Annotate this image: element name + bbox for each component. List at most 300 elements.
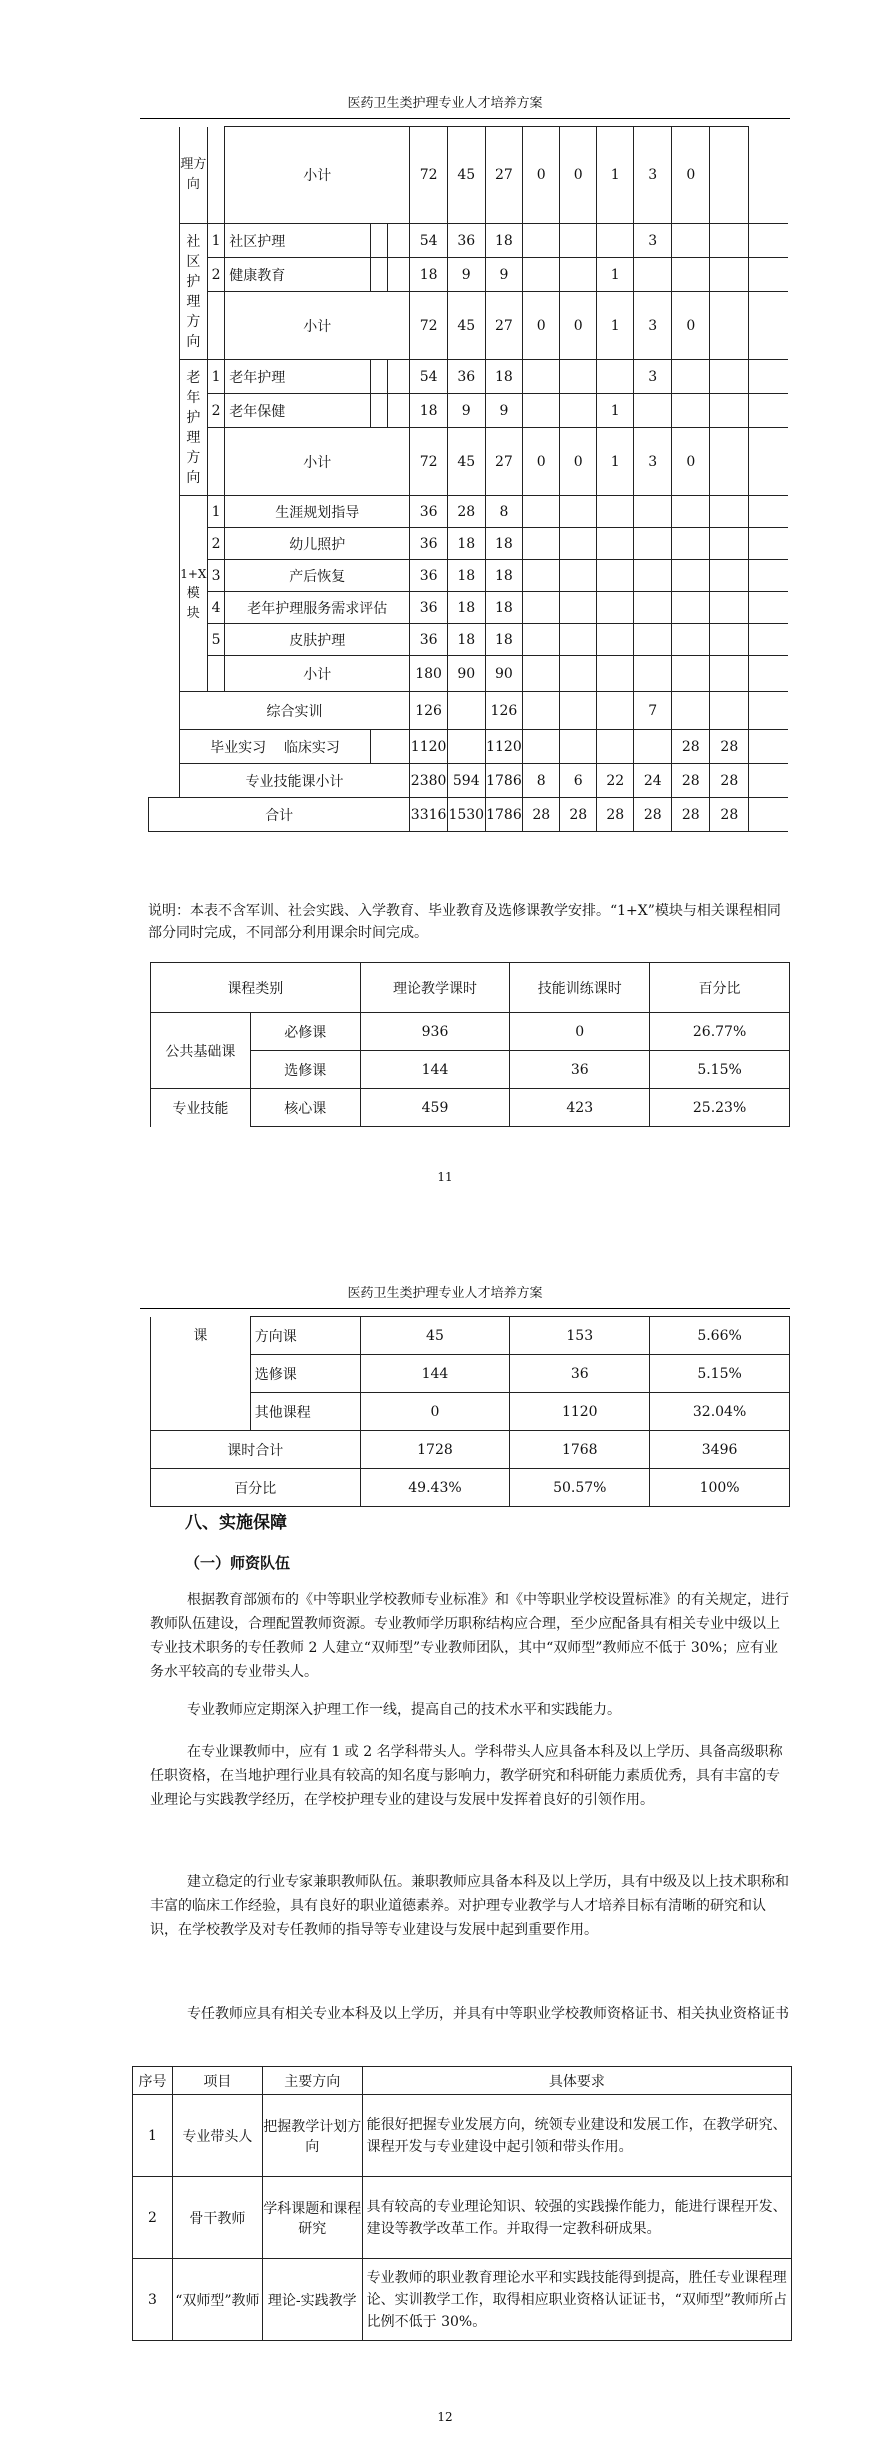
subtotal-label: 小计 bbox=[225, 656, 410, 692]
internship-label: 毕业实习 bbox=[210, 739, 267, 756]
cell: 学科课题和课程研究 bbox=[262, 2177, 362, 2259]
cell: 153 bbox=[510, 1317, 650, 1355]
page-header: 医药卫生类护理专业人才培养方案 bbox=[347, 1286, 543, 1301]
cell: 100% bbox=[650, 1469, 790, 1507]
cell bbox=[634, 394, 672, 428]
teacher-requirements-table bbox=[132, 2066, 792, 2341]
cell: 3 bbox=[133, 2259, 173, 2341]
cell: 1120 bbox=[510, 1393, 650, 1431]
section-title: 八、实施保障 bbox=[185, 1513, 287, 1533]
cell bbox=[387, 360, 410, 394]
cell bbox=[207, 292, 224, 360]
cell bbox=[523, 258, 560, 292]
cell: 36 bbox=[447, 224, 485, 258]
cell bbox=[560, 560, 597, 592]
cell: 18 bbox=[447, 560, 485, 592]
cell: 3 bbox=[634, 360, 672, 394]
cell: 28 bbox=[672, 798, 710, 832]
cell: 0 bbox=[560, 292, 597, 360]
cell: 18 bbox=[410, 258, 448, 292]
cell: 18 bbox=[485, 560, 523, 592]
cell: 0 bbox=[360, 1393, 510, 1431]
course-name: 社区护理 bbox=[225, 224, 371, 258]
column-header: 主要方向 bbox=[262, 2067, 362, 2095]
cell bbox=[523, 360, 560, 394]
table-header-row bbox=[151, 963, 790, 1013]
cell: 方向课 bbox=[250, 1317, 360, 1355]
table-row bbox=[149, 798, 789, 832]
cell: 0 bbox=[523, 428, 560, 496]
cell: 2 bbox=[207, 258, 224, 292]
cell: 选修课 bbox=[250, 1051, 360, 1089]
cell: 1 bbox=[133, 2095, 173, 2177]
table-row bbox=[133, 2259, 792, 2341]
cell: 3316 bbox=[410, 798, 448, 832]
paragraph: 专任教师应具有相关专业本科及以上学历，并具有中等职业学校教师资格证书、相关执业资格证书 bbox=[187, 2006, 789, 2022]
cell bbox=[523, 692, 560, 730]
cell: 28 bbox=[560, 798, 597, 832]
cell bbox=[710, 560, 749, 592]
cell: 36 bbox=[510, 1355, 650, 1393]
cell bbox=[371, 224, 387, 258]
column-header: 项目 bbox=[172, 2067, 262, 2095]
cell bbox=[523, 560, 560, 592]
course-schedule-table bbox=[148, 126, 788, 832]
table-row bbox=[149, 656, 789, 692]
cell: 2 bbox=[133, 2177, 173, 2259]
cell bbox=[710, 592, 749, 624]
cell: 26.77% bbox=[650, 1013, 790, 1051]
module-label-line1: 1+X bbox=[180, 566, 207, 581]
cell: 25.23% bbox=[650, 1089, 790, 1127]
table-row bbox=[149, 764, 789, 798]
column-header: 技能训练课时 bbox=[510, 963, 650, 1013]
cell: 6 bbox=[560, 764, 597, 798]
cell: 2380 bbox=[410, 764, 448, 798]
cell bbox=[710, 496, 749, 528]
table-row bbox=[151, 1469, 790, 1507]
course-name: 生涯规划指导 bbox=[225, 496, 410, 528]
cell: 1 bbox=[597, 428, 634, 496]
cell: 28 bbox=[597, 798, 634, 832]
cell bbox=[597, 528, 634, 560]
cell bbox=[710, 692, 749, 730]
cell: 72 bbox=[410, 428, 448, 496]
cell: 50.57% bbox=[510, 1469, 650, 1507]
cell: 9 bbox=[485, 258, 523, 292]
cell: 28 bbox=[447, 496, 485, 528]
cell: 180 bbox=[410, 656, 448, 692]
paragraph: 建立稳定的行业专家兼职教师队伍。兼职教师应具备本科及以上学历，具有中级及以上技术职称和丰富的临床工作经验，具有良好的职业道德素养。对护理专业教学与人才培养目标有清晰的研究和认识，在学校教学及对专任教师的指导等专业建设与发展中起到重要作用。 bbox=[150, 1874, 789, 1938]
cell: 3 bbox=[207, 560, 224, 592]
cell: 其他课程 bbox=[250, 1393, 360, 1431]
cell: 36 bbox=[410, 528, 448, 560]
cell bbox=[560, 360, 597, 394]
subtotal-label: 小计 bbox=[225, 127, 410, 224]
cell: 45 bbox=[360, 1317, 510, 1355]
cell bbox=[634, 592, 672, 624]
cell bbox=[371, 258, 387, 292]
cell: 必修课 bbox=[250, 1013, 360, 1051]
cell bbox=[523, 656, 560, 692]
cell bbox=[634, 258, 672, 292]
module-label bbox=[179, 496, 207, 692]
cell: 9 bbox=[485, 394, 523, 428]
cell: 5.66% bbox=[650, 1317, 790, 1355]
cell: 18 bbox=[447, 624, 485, 656]
table-row bbox=[149, 730, 789, 764]
cell bbox=[523, 592, 560, 624]
table-row bbox=[149, 127, 789, 224]
cell bbox=[710, 127, 749, 224]
table-row bbox=[149, 692, 789, 730]
cell: 0 bbox=[672, 127, 710, 224]
cell bbox=[710, 292, 749, 360]
cell: 36 bbox=[447, 360, 485, 394]
cell: 28 bbox=[634, 798, 672, 832]
cell: 126 bbox=[410, 692, 448, 730]
cell: 1 bbox=[207, 360, 224, 394]
table-row bbox=[149, 496, 789, 528]
cell: 1530 bbox=[447, 798, 485, 832]
cell: 专业教师的职业教育理论水平和实践技能得到提高，胜任专业课程理论、实训教学工作，取得相应职业资格认证证书，“双师型”教师所占比例不低于 30%。 bbox=[362, 2259, 791, 2341]
cell: 36 bbox=[410, 592, 448, 624]
cell: 36 bbox=[510, 1051, 650, 1089]
subtotal-label: 小计 bbox=[225, 292, 410, 360]
cell: 36 bbox=[410, 496, 448, 528]
cell bbox=[597, 560, 634, 592]
column-header: 理论教学课时 bbox=[360, 963, 510, 1013]
cell bbox=[710, 428, 749, 496]
cell: 1120 bbox=[410, 730, 448, 764]
table-row bbox=[133, 2177, 792, 2259]
cell bbox=[523, 624, 560, 656]
cell: 0 bbox=[672, 428, 710, 496]
page-11 bbox=[0, 0, 890, 1200]
cell: 27 bbox=[485, 292, 523, 360]
cell: 具有较高的专业理论知识、较强的实践操作能力，能进行课程开发、建设等教学改革工作。并取得一定教科研成果。 bbox=[362, 2177, 791, 2259]
header-rule bbox=[140, 118, 790, 119]
cell bbox=[560, 394, 597, 428]
cell: 7 bbox=[634, 692, 672, 730]
paragraph: 在专业课教师中，应有 1 或 2 名学科带头人。学科带头人应具备本科及以上学历、具备高级职称任职资格，在当地护理行业具有较高的知名度与影响力，教学研究和科研能力素质优秀，具有丰富的专业理论与实践教学经历，在学校护理专业的建设与发展中发挥着良好的引领作用。 bbox=[150, 1744, 783, 1808]
header-rule bbox=[140, 1308, 790, 1309]
table-row bbox=[149, 394, 789, 428]
cell: 27 bbox=[485, 428, 523, 496]
cell bbox=[523, 224, 560, 258]
paragraph: 根据教育部颁布的《中等职业学校教师专业标准》和《中等职业学校设置标准》的有关规定，进行教师队伍建设，合理配置教师资源。专业教师学历职称结构应合理，至少应配备具有相关专业中级以上专业技术职务的专任教师 2 人建立“双师型”专业教师团队，其中“双师型”教师应不低于 30%；应有业务水平较高的专业带头人。 bbox=[150, 1592, 789, 1680]
cell: 144 bbox=[360, 1051, 510, 1089]
cell: 1 bbox=[597, 127, 634, 224]
row-label: 百分比 bbox=[151, 1469, 361, 1507]
cell bbox=[710, 360, 749, 394]
cell bbox=[634, 656, 672, 692]
cell bbox=[672, 592, 710, 624]
module-label-line2: 模块 bbox=[186, 585, 200, 621]
cell: 45 bbox=[447, 127, 485, 224]
table-row bbox=[133, 2095, 792, 2177]
cell: 8 bbox=[523, 764, 560, 798]
cell: 0 bbox=[560, 127, 597, 224]
cell bbox=[560, 624, 597, 656]
subtotal-label: 小计 bbox=[225, 428, 410, 496]
category-cell: 公共基础课 bbox=[151, 1013, 251, 1089]
cell bbox=[447, 730, 485, 764]
course-name: 老年护理 bbox=[225, 360, 371, 394]
table-row bbox=[149, 560, 789, 592]
cell: 1768 bbox=[510, 1431, 650, 1469]
cell bbox=[523, 528, 560, 560]
table-row bbox=[149, 258, 789, 292]
cell bbox=[710, 656, 749, 692]
direction-label: 老年护理方向 bbox=[179, 360, 207, 496]
cell bbox=[560, 592, 597, 624]
cell bbox=[371, 360, 387, 394]
cell bbox=[207, 656, 224, 692]
cell bbox=[387, 224, 410, 258]
cell: 18 bbox=[485, 624, 523, 656]
cell: 1786 bbox=[485, 798, 523, 832]
cell: 18 bbox=[485, 360, 523, 394]
cell: 3 bbox=[634, 292, 672, 360]
cell: 9 bbox=[447, 394, 485, 428]
cell bbox=[523, 394, 560, 428]
row-label: 合计 bbox=[149, 798, 410, 832]
column-header: 百分比 bbox=[650, 963, 790, 1013]
cell: 72 bbox=[410, 292, 448, 360]
table-row bbox=[151, 1013, 790, 1051]
cell bbox=[672, 360, 710, 394]
cell bbox=[560, 224, 597, 258]
cell: 49.43% bbox=[360, 1469, 510, 1507]
cell: 1 bbox=[207, 224, 224, 258]
cell: 3496 bbox=[650, 1431, 790, 1469]
cell bbox=[672, 496, 710, 528]
cell: 90 bbox=[447, 656, 485, 692]
cell: 1728 bbox=[360, 1431, 510, 1469]
cell bbox=[523, 730, 560, 764]
cell: 8 bbox=[485, 496, 523, 528]
cell: 28 bbox=[672, 730, 710, 764]
category-cell: 专业技能 bbox=[151, 1089, 251, 1127]
cell: 0 bbox=[523, 127, 560, 224]
cell bbox=[710, 394, 749, 428]
table-row bbox=[149, 224, 789, 258]
cell: 3 bbox=[634, 428, 672, 496]
cell: 3 bbox=[634, 224, 672, 258]
clinical-label: 临床实习 bbox=[283, 739, 340, 756]
cell: 把握教学计划方向 bbox=[262, 2095, 362, 2177]
cell: 0 bbox=[510, 1013, 650, 1051]
cell bbox=[634, 560, 672, 592]
cell: 1 bbox=[597, 394, 634, 428]
cell: 能很好把握专业发展方向，统领专业建设和发展工作，在教学研究、课程开发与专业建设中起引领和带头作用。 bbox=[362, 2095, 791, 2177]
cell bbox=[387, 258, 410, 292]
cell: 144 bbox=[360, 1355, 510, 1393]
cell: 0 bbox=[523, 292, 560, 360]
table-row bbox=[149, 528, 789, 560]
table-note: 说明：本表不含军训、社会实践、入学教育、毕业教育及选修课教学安排。“1+X”模块与相关课程相同部分同时完成，不同部分利用课余时间完成。 bbox=[148, 903, 781, 941]
cell bbox=[597, 730, 634, 764]
cell bbox=[710, 258, 749, 292]
table-row bbox=[151, 1317, 790, 1355]
cell: 2 bbox=[207, 394, 224, 428]
cell: 18 bbox=[485, 528, 523, 560]
cell: 18 bbox=[485, 224, 523, 258]
course-name: 老年保健 bbox=[225, 394, 371, 428]
table-row bbox=[149, 624, 789, 656]
cell: 45 bbox=[447, 428, 485, 496]
hours-ratio-table bbox=[150, 962, 790, 1127]
column-header: 课程类别 bbox=[151, 963, 361, 1013]
cell: 28 bbox=[672, 764, 710, 798]
cell bbox=[634, 528, 672, 560]
cell: 32.04% bbox=[650, 1393, 790, 1431]
cell: 36 bbox=[410, 560, 448, 592]
table-row bbox=[149, 360, 789, 394]
subsection-title: （一）师资队伍 bbox=[185, 1554, 291, 1572]
column-header: 具体要求 bbox=[362, 2067, 791, 2095]
cell: 1120 bbox=[485, 730, 523, 764]
cell: 28 bbox=[523, 798, 560, 832]
cell bbox=[523, 496, 560, 528]
table-row bbox=[151, 1089, 790, 1127]
course-name: 产后恢复 bbox=[225, 560, 410, 592]
cell: 核心课 bbox=[250, 1089, 360, 1127]
course-name: 健康教育 bbox=[225, 258, 371, 292]
cell bbox=[560, 496, 597, 528]
cell: 936 bbox=[360, 1013, 510, 1051]
cell: 423 bbox=[510, 1089, 650, 1127]
cell: 18 bbox=[447, 528, 485, 560]
cell: 1 bbox=[597, 292, 634, 360]
row-label: 专业技能课小计 bbox=[179, 764, 409, 798]
cell: “双师型”教师 bbox=[172, 2259, 262, 2341]
cell: 2 bbox=[207, 528, 224, 560]
course-name: 皮肤护理 bbox=[225, 624, 410, 656]
cell: 459 bbox=[360, 1089, 510, 1127]
cell bbox=[672, 692, 710, 730]
cell bbox=[672, 624, 710, 656]
table-row bbox=[149, 592, 789, 624]
page-number: 11 bbox=[437, 1170, 453, 1184]
cell bbox=[634, 624, 672, 656]
cell: 28 bbox=[710, 798, 749, 832]
direction-label: 理方向 bbox=[179, 127, 207, 224]
table-row bbox=[151, 1431, 790, 1469]
cell: 45 bbox=[447, 292, 485, 360]
course-name: 老年护理服务需求评估 bbox=[225, 592, 410, 624]
cell: 专业带头人 bbox=[172, 2095, 262, 2177]
cell bbox=[597, 624, 634, 656]
cell bbox=[597, 592, 634, 624]
cell: 28 bbox=[710, 730, 749, 764]
cell bbox=[710, 528, 749, 560]
cell: 90 bbox=[485, 656, 523, 692]
cell: 理论-实践教学 bbox=[262, 2259, 362, 2341]
cell: 594 bbox=[447, 764, 485, 798]
page-header: 医药卫生类护理专业人才培养方案 bbox=[347, 96, 543, 111]
cell bbox=[387, 394, 410, 428]
cell bbox=[634, 496, 672, 528]
cell: 18 bbox=[410, 394, 448, 428]
cell: 24 bbox=[634, 764, 672, 798]
cell: 18 bbox=[447, 592, 485, 624]
cell: 9 bbox=[447, 258, 485, 292]
cell bbox=[560, 692, 597, 730]
cell: 36 bbox=[410, 624, 448, 656]
row-label: 课时合计 bbox=[151, 1431, 361, 1469]
cell bbox=[672, 656, 710, 692]
cell bbox=[597, 692, 634, 730]
cell: 72 bbox=[410, 127, 448, 224]
cell bbox=[672, 394, 710, 428]
hours-ratio-table-continued bbox=[150, 1316, 790, 1507]
cell bbox=[371, 394, 387, 428]
cell bbox=[710, 224, 749, 258]
cell: 0 bbox=[560, 428, 597, 496]
cell bbox=[597, 496, 634, 528]
course-name: 幼儿照护 bbox=[225, 528, 410, 560]
cell: 5 bbox=[207, 624, 224, 656]
cell bbox=[560, 528, 597, 560]
table-row bbox=[149, 428, 789, 496]
cell: 22 bbox=[597, 764, 634, 798]
cell: 1 bbox=[597, 258, 634, 292]
cell bbox=[672, 560, 710, 592]
cell bbox=[371, 730, 410, 764]
cell: 1786 bbox=[485, 764, 523, 798]
cell: 4 bbox=[207, 592, 224, 624]
cell: 0 bbox=[672, 292, 710, 360]
cell bbox=[560, 656, 597, 692]
cell bbox=[710, 624, 749, 656]
cell: 1 bbox=[207, 496, 224, 528]
cell: 28 bbox=[710, 764, 749, 798]
table-row bbox=[149, 292, 789, 360]
cell bbox=[560, 258, 597, 292]
cell: 54 bbox=[410, 360, 448, 394]
cell: 126 bbox=[485, 692, 523, 730]
cell: 27 bbox=[485, 127, 523, 224]
table-header-row bbox=[133, 2067, 792, 2095]
column-header: 序号 bbox=[133, 2067, 173, 2095]
cell: 选修课 bbox=[250, 1355, 360, 1393]
direction-label: 社区护理方向 bbox=[179, 224, 207, 360]
cell bbox=[560, 730, 597, 764]
page-number: 12 bbox=[437, 2410, 453, 2424]
cell: 5.15% bbox=[650, 1355, 790, 1393]
cell bbox=[672, 528, 710, 560]
cell bbox=[672, 258, 710, 292]
category-cell: 课 bbox=[151, 1317, 251, 1431]
cell bbox=[597, 360, 634, 394]
cell bbox=[634, 730, 672, 764]
cell: 3 bbox=[634, 127, 672, 224]
cell: 5.15% bbox=[650, 1051, 790, 1089]
cell: 骨干教师 bbox=[172, 2177, 262, 2259]
cell bbox=[207, 428, 224, 496]
paragraph: 专业教师应定期深入护理工作一线，提高自己的技术水平和实践能力。 bbox=[187, 1702, 621, 1718]
row-label: 综合实训 bbox=[179, 692, 409, 730]
cell: 18 bbox=[485, 592, 523, 624]
cell bbox=[597, 224, 634, 258]
cell bbox=[672, 224, 710, 258]
cell: 54 bbox=[410, 224, 448, 258]
cell bbox=[597, 656, 634, 692]
row-label bbox=[179, 730, 370, 764]
cell bbox=[447, 692, 485, 730]
